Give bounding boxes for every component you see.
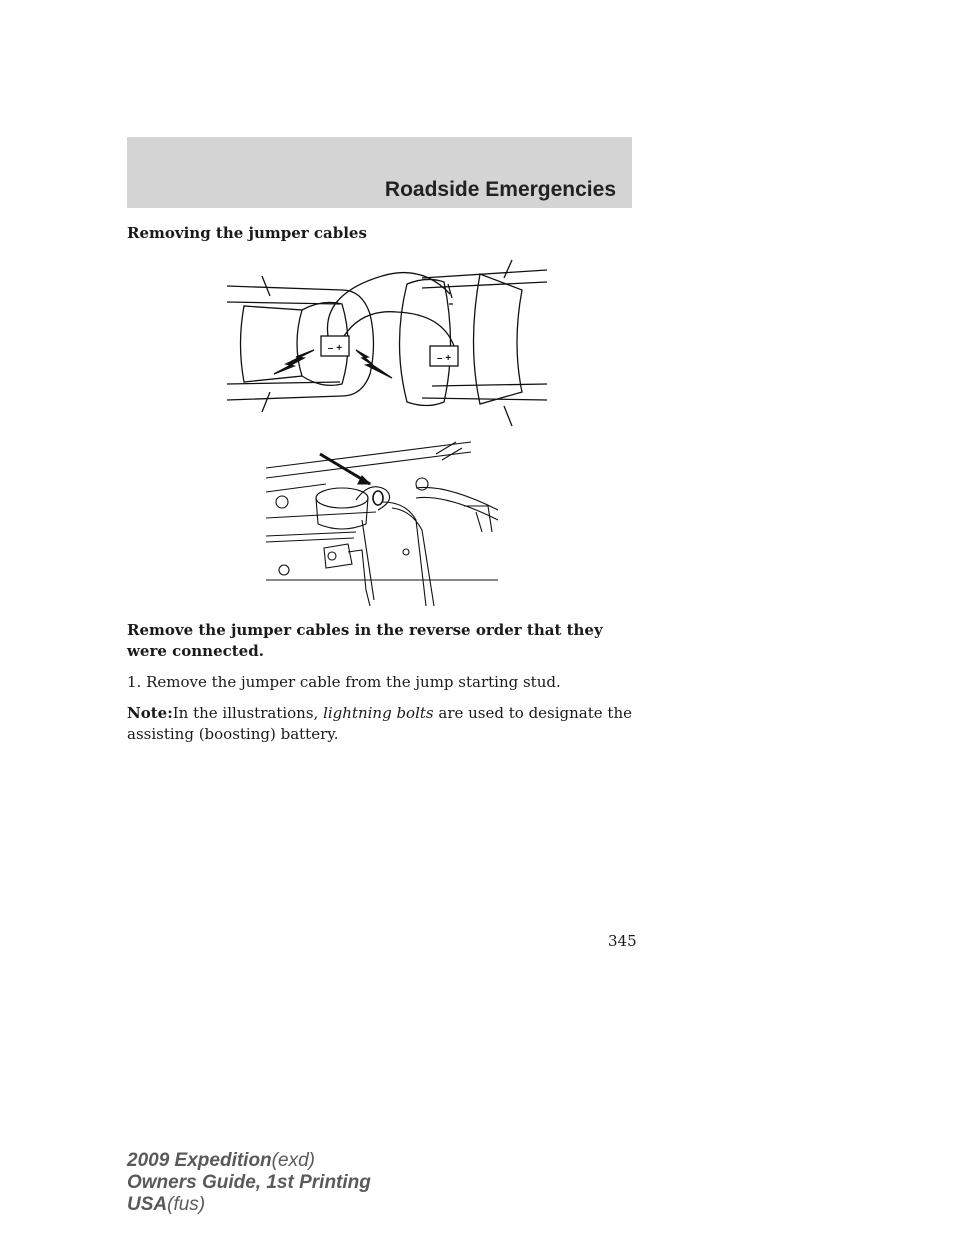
footer-model-code: (exd)	[271, 1150, 315, 1171]
note-paragraph	[127, 703, 632, 745]
footer-model: 2009 Expedition	[127, 1150, 272, 1171]
footer-market: USA	[127, 1194, 168, 1215]
footer-printing: Owners Guide, 1st Printing	[127, 1172, 371, 1193]
instructions-body	[127, 620, 632, 755]
footer-market-code: (fus)	[167, 1194, 206, 1215]
note-label: Note:	[127, 704, 173, 722]
document-footer	[127, 1150, 371, 1216]
booster-vehicle	[400, 260, 548, 426]
assisted-vehicle	[227, 276, 374, 412]
jumper-cable-vehicles-illustration	[222, 254, 552, 430]
jump-starting-stud-illustration	[266, 440, 498, 606]
lightning-bolt-icon	[274, 350, 314, 374]
note-italic: lightning bolts	[323, 704, 434, 722]
page-number: 345	[608, 932, 637, 950]
note-text-b: are used to designate the assisting (boosting) battery.	[127, 704, 632, 743]
section-header-band	[127, 137, 632, 208]
lightning-bolt-icon	[356, 350, 392, 378]
jumper-cable	[327, 273, 450, 336]
section-title: Roadside Emergencies	[384, 178, 616, 201]
section-heading: Removing the jumper cables	[127, 224, 367, 242]
note-text-a: In the illustrations,	[172, 704, 324, 722]
instruction-bold: Remove the jumper cables in the reverse order that they were connected.	[127, 621, 603, 660]
battery-terminal-label: – +	[436, 353, 452, 364]
step-1: 1. Remove the jumper cable from the jump starting stud.	[127, 673, 561, 691]
battery-terminal-label: – +	[327, 343, 343, 354]
